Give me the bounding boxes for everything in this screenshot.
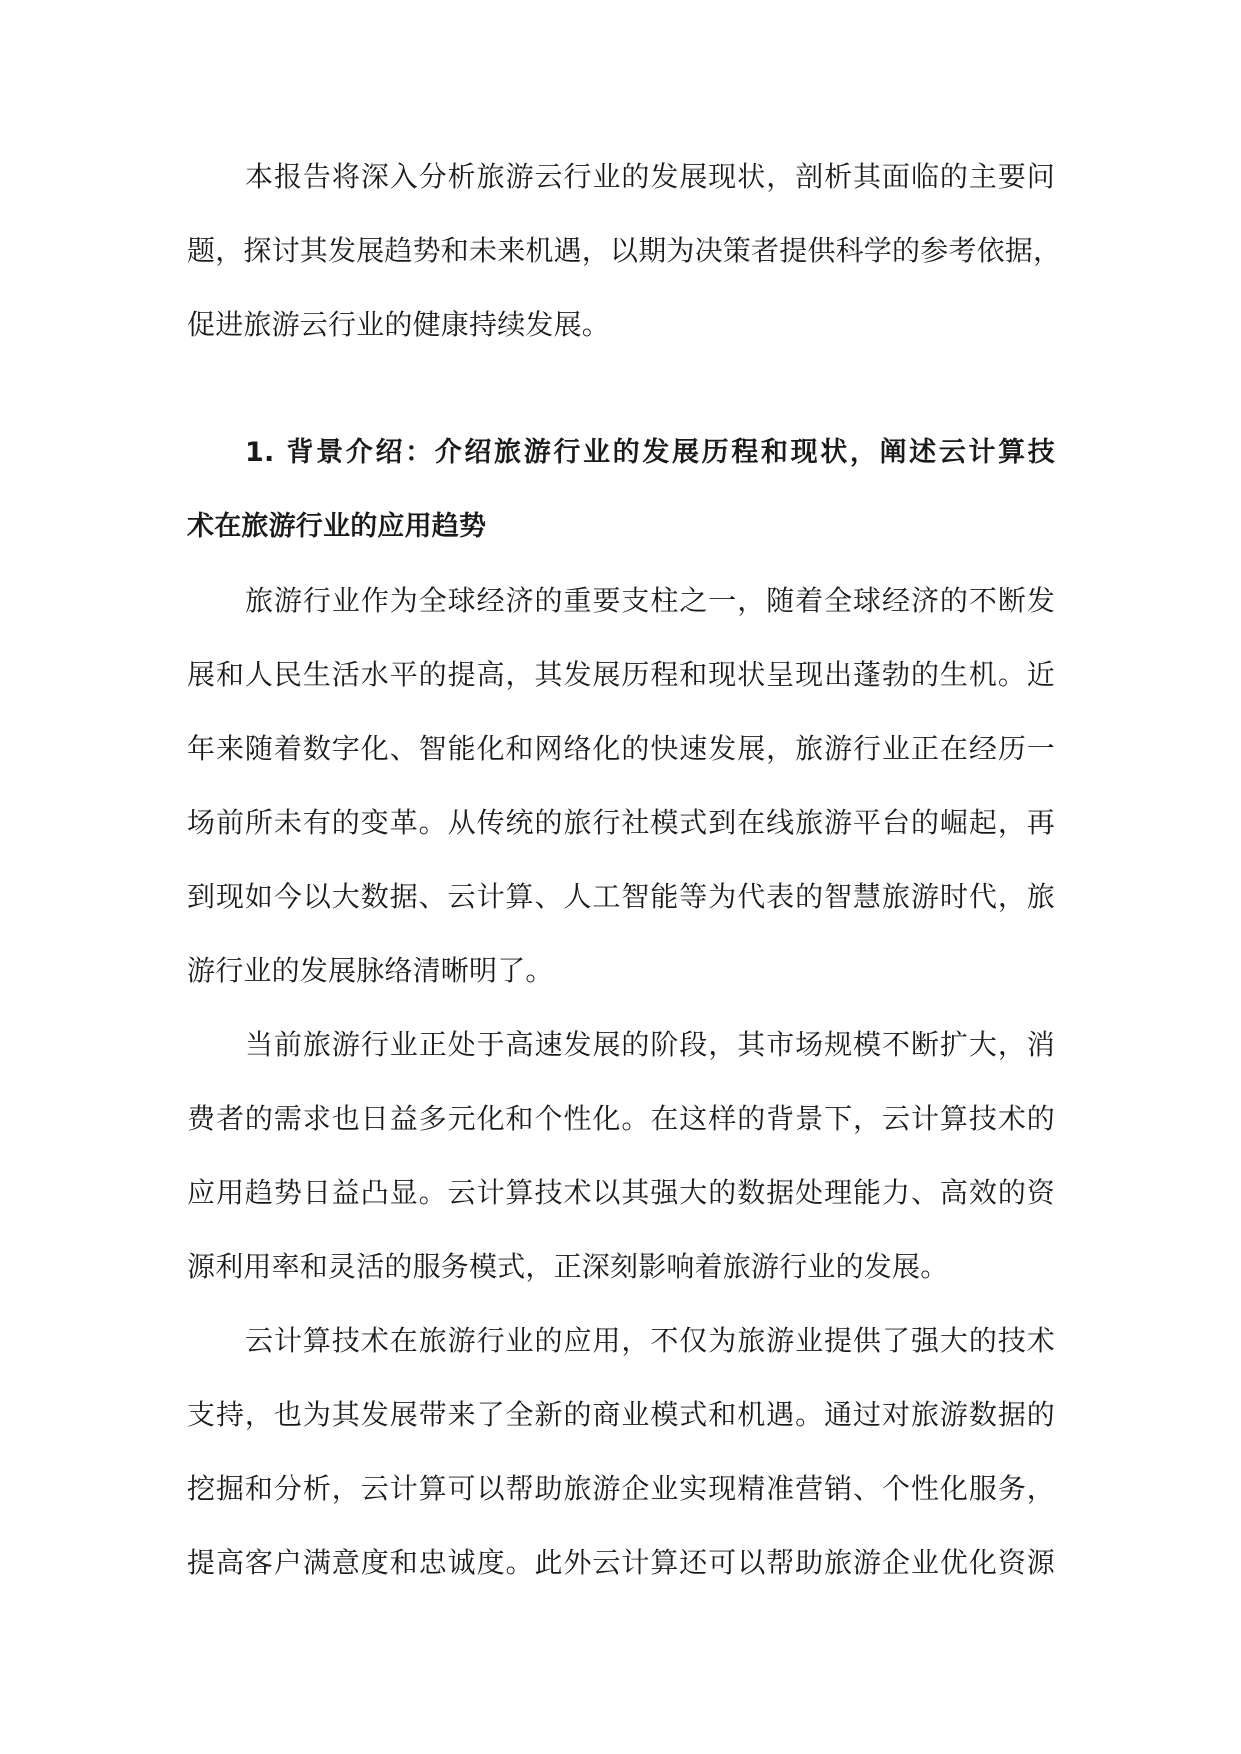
section-heading [187,416,1055,564]
text-line: 场前所未有的变革。从传统的旅行社模式到在线旅游平台的崛起，再 [187,806,1055,839]
text-line: 展和人民生活水平的提高，其发展历程和现状呈现出蓬勃的生机。近 [187,658,1055,691]
paragraph-gap [187,362,1055,416]
text-line: 源利用率和灵活的服务模式，正深刻影响着旅游行业的发展。 [187,1250,949,1283]
text-line: 提高客户满意度和忠诚度。此外云计算还可以帮助旅游企业优化资源 [187,1546,1055,1579]
heading-line: 术在旅游行业的应用趋势 [187,511,487,542]
text-line: 旅游行业作为全球经济的重要支柱之一，随着全球经济的不断发 [245,584,1055,617]
body-paragraph [187,1008,1055,1304]
document-page [187,140,1062,1600]
text-line: 年来随着数字化、智能化和网络化的快速发展，旅游行业正在经历一 [187,732,1055,765]
text-line: 到现如今以大数据、云计算、人工智能等为代表的智慧旅游时代，旅 [187,880,1055,913]
heading-line: 1. 背景介绍：介绍旅游行业的发展历程和现状，阐述云计算技 [245,437,1055,468]
text-line: 费者的需求也日益多元化和个性化。在这样的背景下，云计算技术的 [187,1102,1055,1135]
text-line: 云计算技术在旅游行业的应用，不仅为旅游业提供了强大的技术 [245,1324,1055,1357]
text-line: 游行业的发展脉络清晰明了。 [187,954,554,987]
intro-paragraph [187,140,1062,362]
text-line: 促进旅游云行业的健康持续发展。 [187,308,611,341]
text-line: 支持，也为其发展带来了全新的商业模式和机遇。通过对旅游数据的 [187,1398,1055,1431]
text-line: 应用趋势日益凸显。云计算技术以其强大的数据处理能力、高效的资 [187,1176,1055,1209]
text-line: 本报告将深入分析旅游云行业的发展现状，剖析其面临的主要问 [245,160,1055,193]
text-line: 挖掘和分析，云计算可以帮助旅游企业实现精准营销、个性化服务， [187,1472,1055,1505]
text-line: 题，探讨其发展趋势和未来机遇，以期为决策者提供科学的参考依据， [187,234,1062,267]
body-paragraph [187,1304,1055,1600]
text-line: 当前旅游行业正处于高速发展的阶段，其市场规模不断扩大，消 [245,1028,1055,1061]
body-paragraph [187,564,1055,1008]
